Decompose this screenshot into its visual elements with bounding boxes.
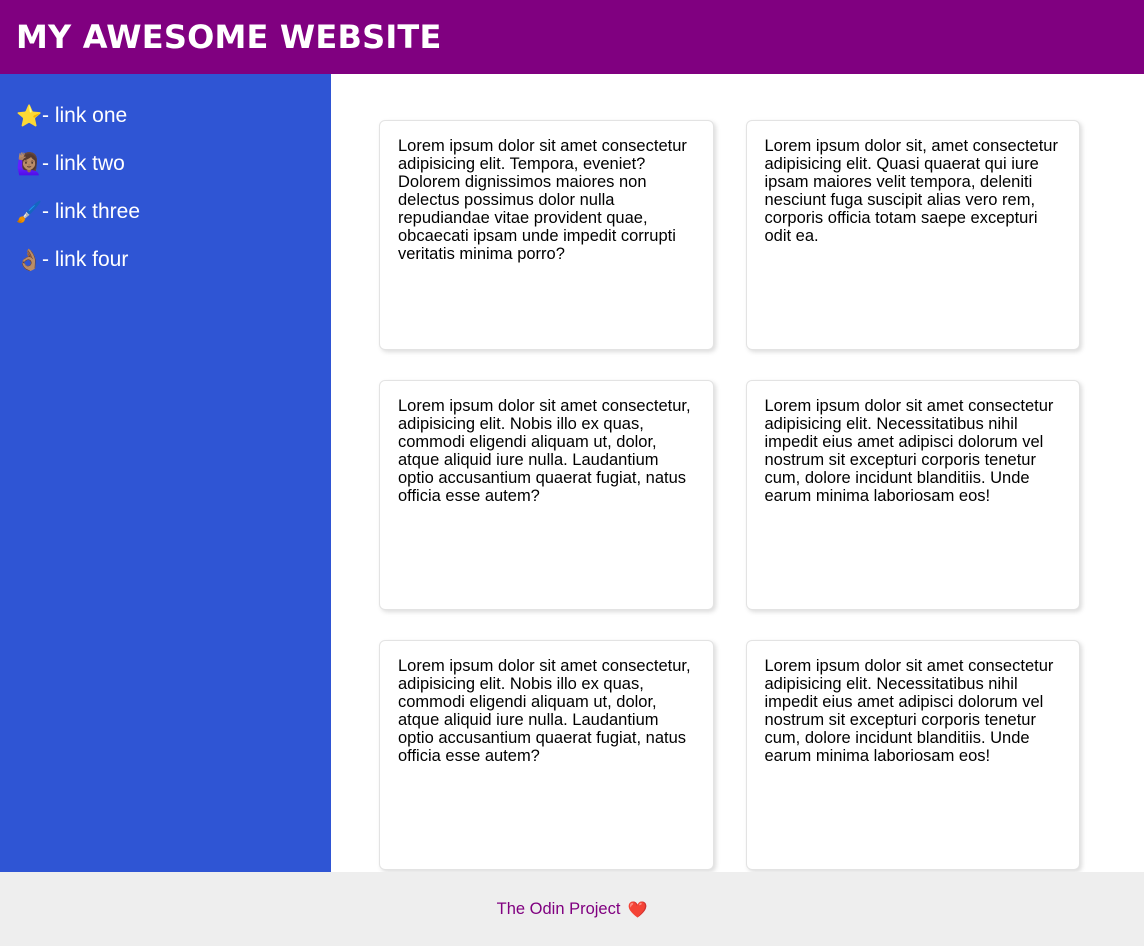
sidebar-item-label: - link one xyxy=(42,104,128,127)
content-card xyxy=(379,640,714,870)
site-footer xyxy=(0,872,1144,946)
main-content xyxy=(331,74,1144,872)
paintbrush-icon: 🖌️ xyxy=(16,200,43,224)
sidebar-item-link-two[interactable] xyxy=(0,140,331,188)
sidebar xyxy=(0,74,331,872)
card-text: Lorem ipsum dolor sit amet consectetur adipisicing elit. Necessitatibus nihil impedit eius amet adipisci dolorum vel nostrum sit excepturi corporis tenetur cum, dolore incidunt blanditiis. Unde earum minima laboriosam eos! xyxy=(764,397,1054,505)
sidebar-item-link-four[interactable] xyxy=(0,236,331,284)
card-text: Lorem ipsum dolor sit, amet consectetur adipisicing elit. Quasi quaerat qui iure ipsam maiores velit tempora, deleniti nesciunt fuga suscipit alias vero rem, corporis officia totam saepe excepturi odit ea. xyxy=(764,137,1058,245)
footer-credit-label: The Odin Project xyxy=(496,899,621,918)
star-icon: ⭐ xyxy=(16,104,43,128)
card-text: Lorem ipsum dolor sit amet consectetur, adipisicing elit. Nobis illo ex quas, commodi eligendi aliquam ut, dolor, atque aliquid iure nulla. Laudantium optio accusantium quaerat fugiat, natus officia esse autem? xyxy=(398,397,691,505)
card-text: Lorem ipsum dolor sit amet consectetur, adipisicing elit. Nobis illo ex quas, commodi eligendi aliquam ut, dolor, atque aliquid iure nulla. Laudantium optio accusantium quaerat fugiat, natus officia esse autem? xyxy=(398,657,691,765)
ok-hand-icon: 👌🏽 xyxy=(16,248,43,272)
sidebar-item-link-three[interactable] xyxy=(0,188,331,236)
body-row xyxy=(0,74,1144,872)
content-card xyxy=(379,380,714,610)
card-grid xyxy=(379,120,1080,870)
content-card xyxy=(746,380,1081,610)
woman-raising-hand-icon: 🙋🏽‍♀️ xyxy=(16,152,43,176)
content-card xyxy=(746,120,1081,350)
sidebar-item-label: - link two xyxy=(42,152,125,175)
card-text: Lorem ipsum dolor sit amet consectetur adipisicing elit. Tempora, eveniet? Dolorem dignissimos maiores non delectus possimus dolor nulla repudiandae vitae provident quae, obcaecati ipsam unde impedit corrupti veritatis minima porro? xyxy=(398,137,687,263)
sidebar-nav-list xyxy=(0,92,331,284)
card-text: Lorem ipsum dolor sit amet consectetur adipisicing elit. Necessitatibus nihil impedit eius amet adipisci dolorum vel nostrum sit excepturi corporis tenetur cum, dolore incidunt blanditiis. Unde earum minima laboriosam eos! xyxy=(764,657,1054,765)
content-card xyxy=(746,640,1081,870)
content-card xyxy=(379,120,714,350)
sidebar-item-label: - link four xyxy=(42,248,129,271)
sidebar-item-label: - link three xyxy=(42,200,141,223)
site-header xyxy=(0,0,1144,74)
sidebar-item-link-one[interactable] xyxy=(0,92,331,140)
page-title: MY AWESOME WEBSITE xyxy=(16,18,442,56)
heart-icon: ❤️ xyxy=(627,899,648,919)
